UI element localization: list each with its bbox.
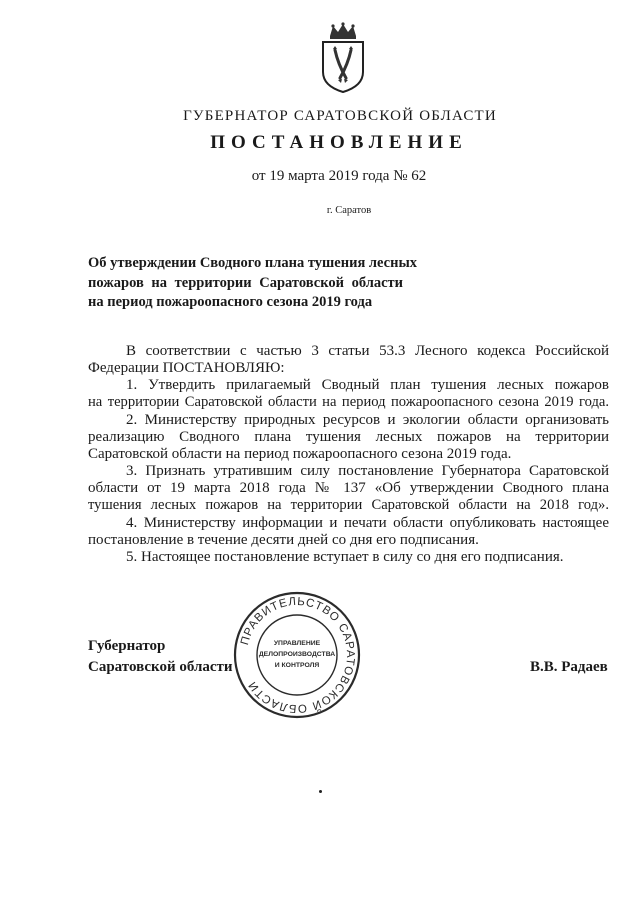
body-line: 3. Признать утратившим силу постановление Губернатора Саратовской	[126, 463, 609, 479]
body-line: Федерации ПОСТАНОВЛЯЮ:	[88, 360, 285, 376]
coat-of-arms-icon	[318, 22, 368, 94]
subject-line-1: Об утверждении Сводного плана тушения лесных	[88, 255, 418, 271]
official-seal-stamp	[232, 590, 362, 720]
body-line: В соответствии с частью 3 статьи 53.3 Лесного кодекса Российской	[126, 343, 609, 359]
body-line: тушения лесных пожаров на территории Саратовской области на 2018 год».	[88, 497, 609, 513]
body-line: 4. Министерству информации и печати области опубликовать настоящее	[126, 515, 609, 531]
signer-position-line-1: Губернатор	[88, 638, 166, 654]
body-line: области от 19 марта 2018 года № 137 «Об утверждении Сводного плана	[88, 480, 609, 496]
body-line: на территории Саратовской области на период пожароопасного сезона 2019 года.	[88, 394, 609, 410]
body-line: реализацию Сводного плана тушения лесных пожаров на территории	[88, 429, 609, 445]
body-line: 2. Министерству природных ресурсов и экологии области организовать	[126, 412, 609, 428]
signer-name: В.В. Радаев	[530, 659, 608, 675]
signer-position-line-2: Саратовской области	[88, 659, 233, 675]
body-line: Саратовской области на период пожароопасного сезона 2019 года.	[88, 446, 512, 462]
document-city: г. Саратов	[326, 205, 372, 216]
body-line: 5. Настоящее постановление вступает в силу со дня его подписания.	[126, 549, 564, 565]
body-line: 1. Утвердить прилагаемый Сводный план тушения лесных пожаров	[126, 377, 609, 393]
scan-speck	[319, 790, 322, 793]
seal-outer-text: ПРАВИТЕЛЬСТВО САРАТОВСКОЙ ОБЛАСТИ	[239, 595, 357, 715]
subject-line-2: пожаров на территории Саратовской области	[88, 275, 404, 291]
seal-inner-line-2: ДЕЛОПРОИЗВОДСТВА	[258, 651, 336, 658]
document-date-number: от 19 марта 2019 года № 62	[251, 168, 427, 184]
issuing-authority: ГУБЕРНАТОР САРАТОВСКОЙ ОБЛАСТИ	[183, 108, 497, 124]
seal-inner-line-1: УПРАВЛЕНИЕ	[273, 640, 321, 647]
seal-inner-line-3: И КОНТРОЛЯ	[274, 662, 320, 669]
subject-line-3: на период пожароопасного сезона 2019 года	[88, 294, 373, 310]
body-line: постановление в течение десяти дней со дня его подписания.	[88, 532, 479, 548]
document-type-title: ПОСТАНОВЛЕНИЕ	[210, 132, 468, 153]
